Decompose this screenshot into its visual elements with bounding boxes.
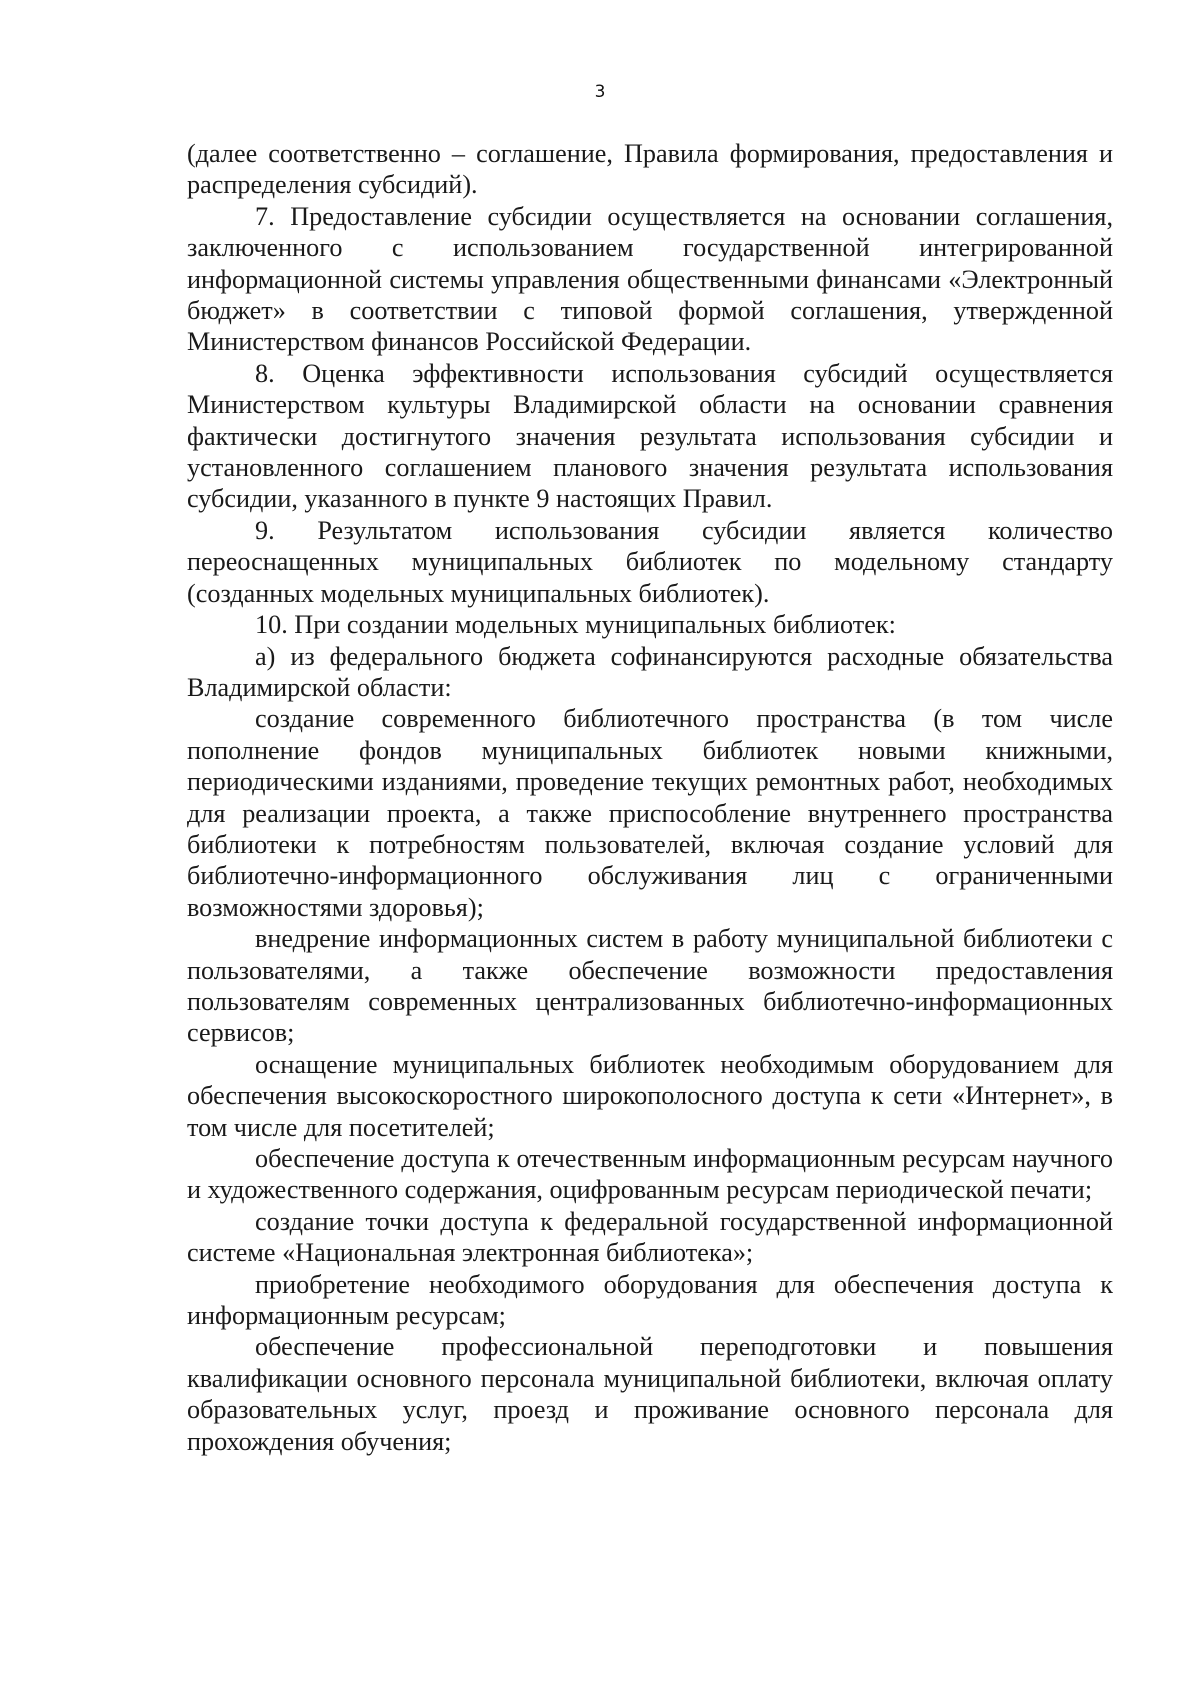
list-item-library-space: создание современного библиотечного пространства (в том числе пополнение фондов муниципальных библиотек новыми книжными, периодическими изданиями, проведение текущих ремонтных работ, необходимых для реализации проекта, а также приспособление внутреннего пространства библиотеки к потребностям пользователей, включая создание условий для библиотечно-информационного обслуживания лиц с ограниченными возможностями здоровья); [187,704,1113,922]
paragraph-9: 9. Результатом использования субсидии является количество переоснащенных муниципальных библиотек по модельному стандарту (созданных модельных муниципальных библиотек). [187,515,1113,608]
list-item-equipment-purchase: приобретение необходимого оборудования для обеспечения доступа к информационным ресурсам; [187,1269,1113,1331]
paragraph-continuation: (далее соответственно – соглашение, Правила формирования, предоставления и распределения субсидий). [187,139,1113,200]
document-body [187,138,1113,1457]
paragraph-7: 7. Предоставление субсидии осуществляется на основании соглашения, заключенного с использованием государственной интегрированной информационной системы управления общественными финансами «Электронный бюджет» в соответствии с типовой формой соглашения, утвержденной Министерством финансов Российской Федерации. [187,201,1113,357]
list-item-resource-access: обеспечение доступа к отечественным информационным ресурсам научного и художественного содержания, оцифрованным ресурсам периодической печати; [187,1144,1113,1205]
list-item-information-systems: внедрение информационных систем в работу муниципальной библиотеки с пользователями, а также обеспечение возможности предоставления пользователям современных централизованных библиотечно-информационных сервисов; [187,924,1113,1048]
page-number: 3 [594,82,606,102]
paragraph-10-a: а) из федерального бюджета софинансируются расходные обязательства Владимирской области: [187,641,1113,702]
list-item-staff-training: обеспечение профессиональной переподготовки и повышения квалификации основного персонала муниципальной библиотеки, включая оплату образовательных услуг, проезд и проживание основного персонала для прохождения обучения; [187,1332,1113,1456]
paragraph-10: 10. При создании модельных муниципальных библиотек: [255,610,896,640]
list-item-internet-equipment: оснащение муниципальных библиотек необходимым оборудованием для обеспечения высокоскоростного широкополосного доступа к сети «Интернет», в том числе для посетителей; [187,1049,1113,1142]
paragraph-8: 8. Оценка эффективности использования субсидий осуществляется Министерством культуры Владимирской области на основании сравнения фактически достигнутого значения результата использования субсидии и установленного соглашением планового значения результата использования субсидии, указанного в пункте 9 настоящих Правил. [187,358,1113,514]
list-item-neb-access-point: создание точки доступа к федеральной государственной информационной системе «Национальная электронная библиотека»; [187,1206,1113,1268]
